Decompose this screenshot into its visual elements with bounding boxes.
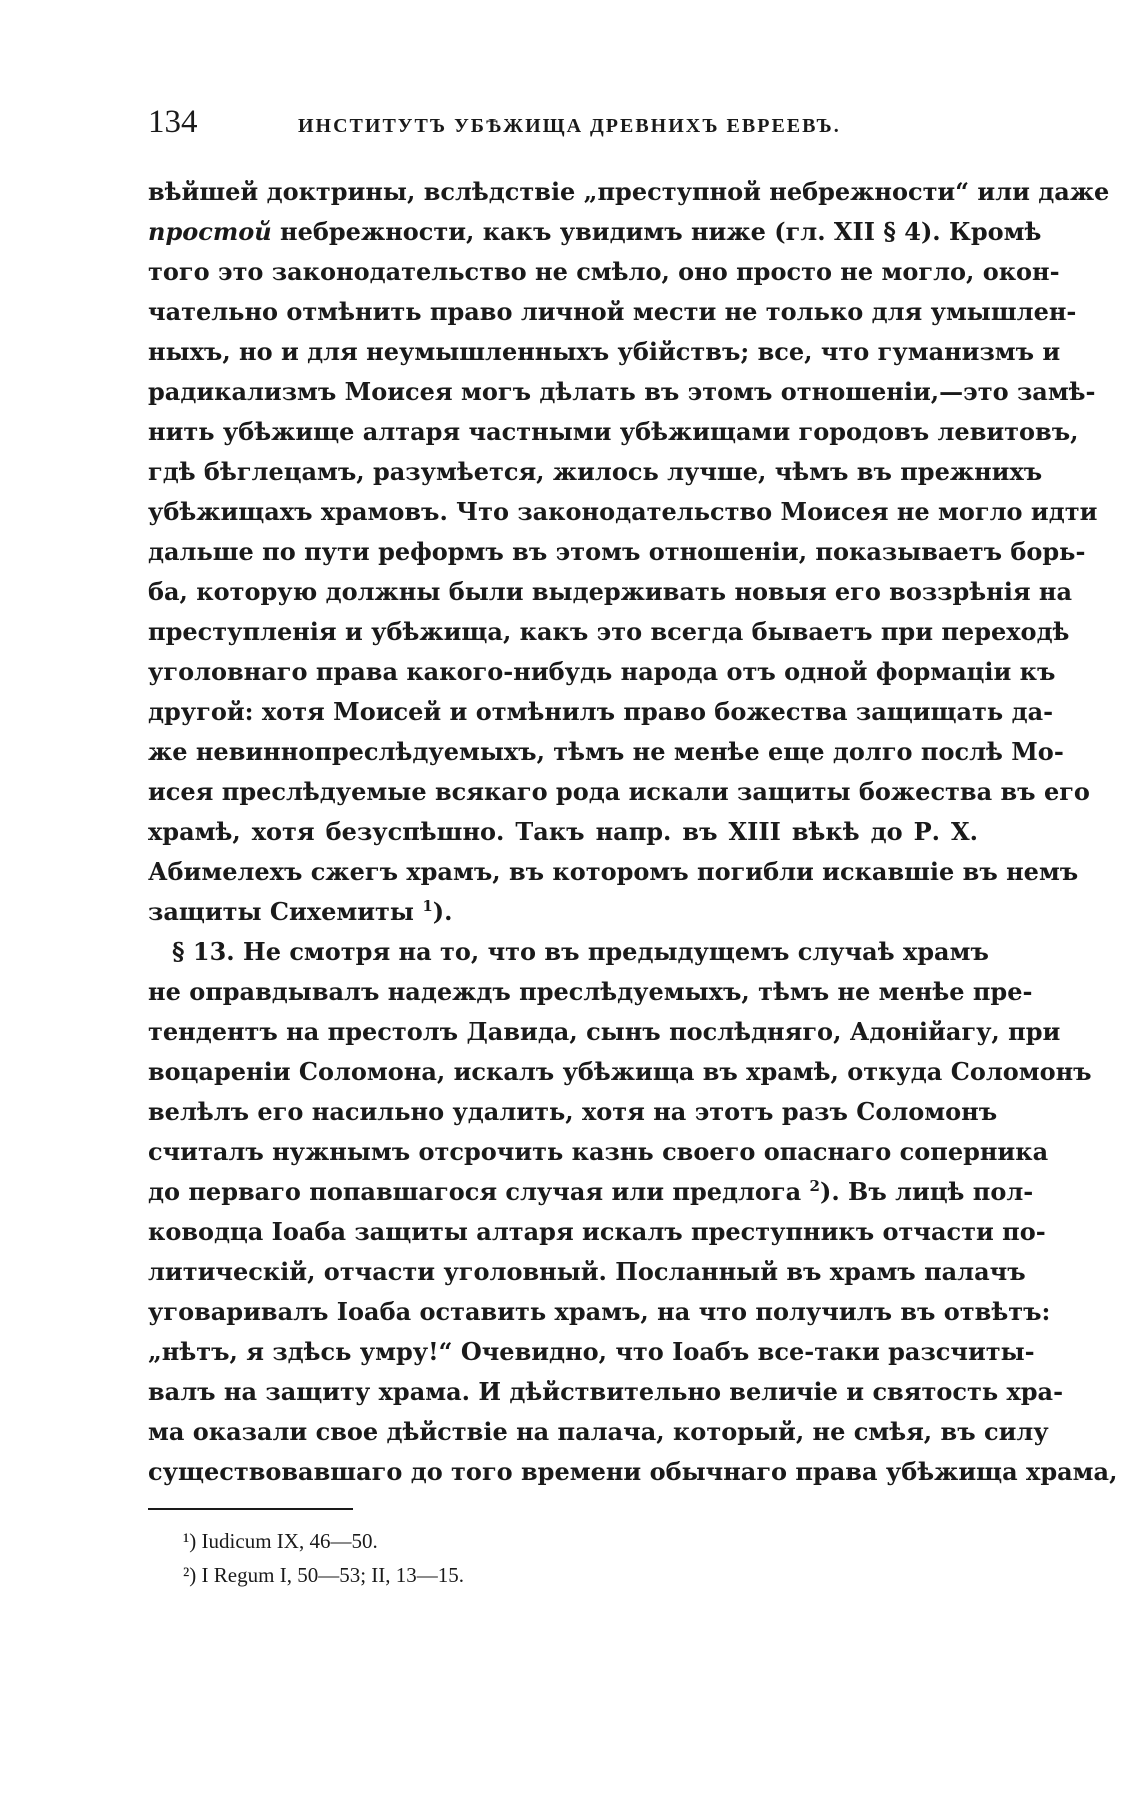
text-segment: ). Въ лицѣ пол- xyxy=(819,1177,1034,1206)
footnotes xyxy=(183,1524,783,1592)
text-line: вѣйшей доктрины, вслѣдствіе „преступной небрежности“ или даже xyxy=(148,177,1110,206)
footnote-divider xyxy=(148,1508,353,1510)
text-line xyxy=(148,892,978,932)
text-line: радикализмъ Моисея могъ дѣлать въ этомъ отношеніи,—это замѣ- xyxy=(148,377,1096,406)
text-segment: до перваго попавшагося случая или предлога xyxy=(148,1177,810,1206)
text-line: гдѣ бѣглецамъ, разумѣется, жилось лучше, чѣмъ въ прежнихъ xyxy=(148,457,1043,486)
footnote-1 xyxy=(183,1524,783,1558)
footnote-2 xyxy=(183,1558,783,1592)
text-line: уголовнаго права какого-нибудь народа отъ одной формаціи къ xyxy=(148,657,1056,686)
text-segment: небрежности, какъ увидимъ ниже (гл. XII § 4). Кромѣ xyxy=(271,217,1042,246)
text-line: § 13. Не смотря на то, что въ предыдущемъ случаѣ храмъ xyxy=(172,937,989,966)
footnote-mark: ¹) xyxy=(183,1529,197,1553)
text-line: Абимелехъ сжегъ храмъ, въ которомъ погибли искавшіе въ немъ xyxy=(148,857,1079,886)
text-line: считалъ нужнымъ отсрочить казнь своего опаснаго соперника xyxy=(148,1137,1049,1166)
text-line: тендентъ на престолъ Давида, сынъ послѣдняго, Адонійагу, при xyxy=(148,1017,1061,1046)
text-line: валъ на защиту храма. И дѣйствительно величіе и святость хра- xyxy=(148,1377,1064,1406)
text-line: велѣлъ его насильно удалить, хотя на этотъ разъ Соломонъ xyxy=(148,1097,998,1126)
text-line: другой: хотя Моисей и отмѣнилъ право божества защищать да- xyxy=(148,697,1054,726)
footnote-text: Iudicum IX, 46—50. xyxy=(196,1529,378,1553)
text-line: литическій, отчасти уголовный. Посланный въ храмъ палачъ xyxy=(148,1257,1026,1286)
text-line: же невиннопреслѣдуемыхъ, тѣмъ не менѣе еще долго послѣ Мо- xyxy=(148,737,1064,766)
text-line: исея преслѣдуемые всякаго рода искали защиты божества въ его xyxy=(148,777,1090,806)
page-number: 134 xyxy=(148,104,198,140)
text-line: не оправдывалъ надеждъ преслѣдуемыхъ, тѣмъ не менѣе пре- xyxy=(148,977,1033,1006)
text-line xyxy=(148,1172,1034,1212)
text-segment: защиты Сихемиты xyxy=(148,897,423,926)
text-line: преступленія и убѣжища, какъ это всегда бываетъ при переходѣ xyxy=(148,617,1070,646)
text-line: храмѣ, хотя безуспѣшно. Такъ напр. въ XIII вѣкѣ до Р. Х. xyxy=(148,817,978,846)
text-line: чательно отмѣнить право личной мести не только для умышлен- xyxy=(148,297,1077,326)
text-line: ныхъ, но и для неумышленныхъ убійствъ; все, что гуманизмъ и xyxy=(148,337,1061,366)
italic-word: простой xyxy=(148,217,272,246)
footnote-reference: 2 xyxy=(809,1177,820,1195)
body-text xyxy=(148,172,1118,1492)
text-line: „нѣтъ, я здѣсь умру!“ Очевидно, что Іоабъ все-таки разсчиты- xyxy=(148,1337,1035,1366)
footnote-text: I Regum I, 50—53; II, 13—15. xyxy=(196,1563,465,1587)
footnote-reference: 1 xyxy=(422,897,433,915)
text-line: нить убѣжище алтаря частными убѣжищами городовъ левитовъ, xyxy=(148,417,1079,446)
running-title: ИНСТИТУТЪ УБѢЖИЩА ДРЕВНИХЪ ЕВРЕЕВЪ. xyxy=(298,115,841,137)
text-line xyxy=(148,212,1042,252)
footnote-mark: ²) xyxy=(183,1563,197,1587)
text-line: дальше по пути реформъ въ этомъ отношеніи, показываетъ борь- xyxy=(148,537,1086,566)
text-segment: ). xyxy=(432,897,453,926)
text-line: того это законодательство не смѣло, оно просто не могло, окон- xyxy=(148,257,1060,286)
text-line: воцареніи Соломона, искалъ убѣжища въ храмѣ, откуда Соломонъ xyxy=(148,1057,1092,1086)
text-line: уговаривалъ Іоаба оставить храмъ, на что получилъ въ отвѣтъ: xyxy=(148,1297,1051,1326)
text-line: ба, которую должны были выдерживать новыя его воззрѣнія на xyxy=(148,577,1073,606)
text-line: ма оказали свое дѣйствіе на палача, который, не смѣя, въ силу xyxy=(148,1417,1049,1446)
text-line: существовавшаго до того времени обычнаго права убѣжища храма, xyxy=(148,1457,1118,1486)
text-line: ководца Іоаба защиты алтаря искалъ преступникъ отчасти по- xyxy=(148,1217,1046,1246)
text-line: убѣжищахъ храмовъ. Что законодательство Моисея не могло идти xyxy=(148,497,1098,526)
page-header xyxy=(148,104,988,148)
